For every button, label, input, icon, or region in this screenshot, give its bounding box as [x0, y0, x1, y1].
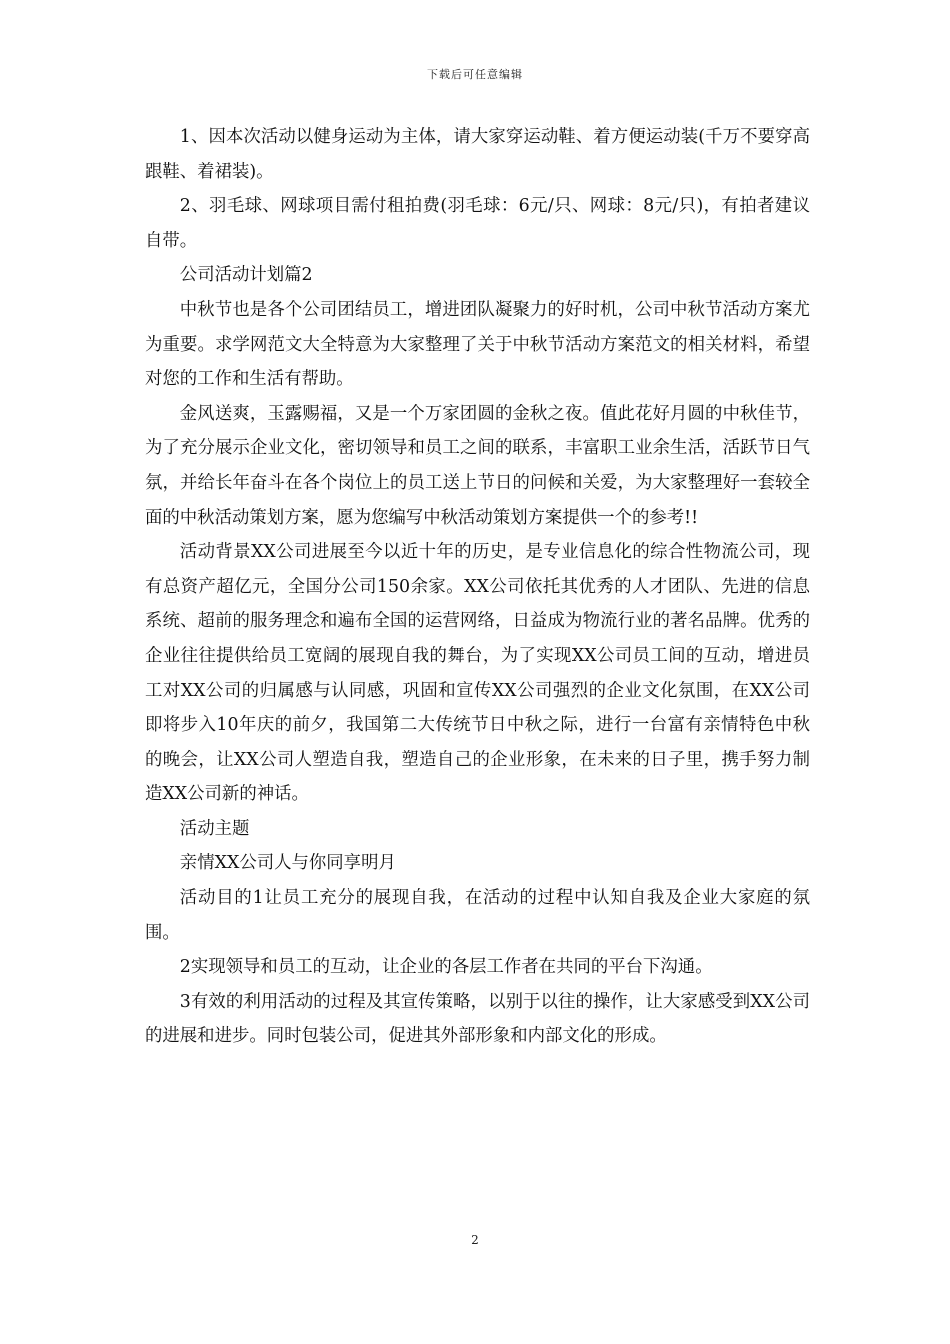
paragraph-background: 活动背景XX公司进展至今以近十年的历史，是专业信息化的综合性物流公司，现有总资产超亿元，全国分公司150余家。XX公司依托其优秀的人才团队、先进的信息系统、超前的服务理念和遍布全国的运营网络，日益成为物流行业的著名品牌。优秀的企业往往提供给员工宽阔的展现自我的舞台，为了实现XX公司员工间的互动，增进员工对XX公司的归属感与认同感，巩固和宣传XX公司强烈的企业文化氛围，在XX公司即将步入10年庆的前夕，我国第二大传统节日中秋之际，进行一台富有亲情特色中秋的晚会，让XX公司人塑造自我，塑造自己的企业形象，在未来的日子里，携手努力制造XX公司新的神话。: [145, 542, 810, 805]
paragraph-theme: 亲情XX公司人与你同享明月: [179, 853, 396, 874]
paragraph-greeting: 金风送爽，玉露赐福，又是一个万家团圆的金秋之夜。值此花好月圆的中秋佳节，为了充分展示企业文化，密切领导和员工之间的联系，丰富职工业余生活，活跃节日气氛，并给长年奋斗在各个岗位上的员工送上节日的问候和关爱，为大家整理好一套较全面的中秋活动策划方案，愿为您编写中秋活动策划方案提供一个的参考!!: [145, 403, 810, 528]
paragraph-note-2: 2、羽毛球、网球项目需付租拍费(羽毛球：6元/只、网球：8元/只)，有拍者建议自带。: [145, 196, 810, 251]
paragraph-theme-label: 活动主题: [179, 818, 250, 839]
paragraph-purpose-2: 2实现领导和员工的互动，让企业的各层工作者在共同的平台下沟通。: [179, 957, 713, 978]
paragraph-note-1: 1、因本次活动以健身运动为主体，请大家穿运动鞋、着方便运动装(千万不要穿高跟鞋、着裙装)。: [145, 127, 810, 182]
document-body: [145, 120, 810, 1054]
paragraph-purpose-1: 活动目的1让员工充分的展现自我，在活动的过程中认知自我及企业大家庭的氛围。: [145, 888, 810, 943]
paragraph-purpose-3: 3有效的利用活动的过程及其宣传策略，以别于以往的操作，让大家感受到XX公司的进展和进步。同时包装公司，促进其外部形象和内部文化的形成。: [145, 991, 810, 1047]
section-heading: 公司活动计划篇2: [179, 265, 313, 286]
paragraph-intro: 中秋节也是各个公司团结员工，增进团队凝聚力的好时机，公司中秋节活动方案尤为重要。求学网范文大全特意为大家整理了关于中秋节活动方案范文的相关材料，希望对您的工作和生活有帮助。: [145, 299, 810, 390]
page-number: 2: [471, 1233, 479, 1247]
page-header: 下载后可任意编辑: [427, 68, 523, 81]
